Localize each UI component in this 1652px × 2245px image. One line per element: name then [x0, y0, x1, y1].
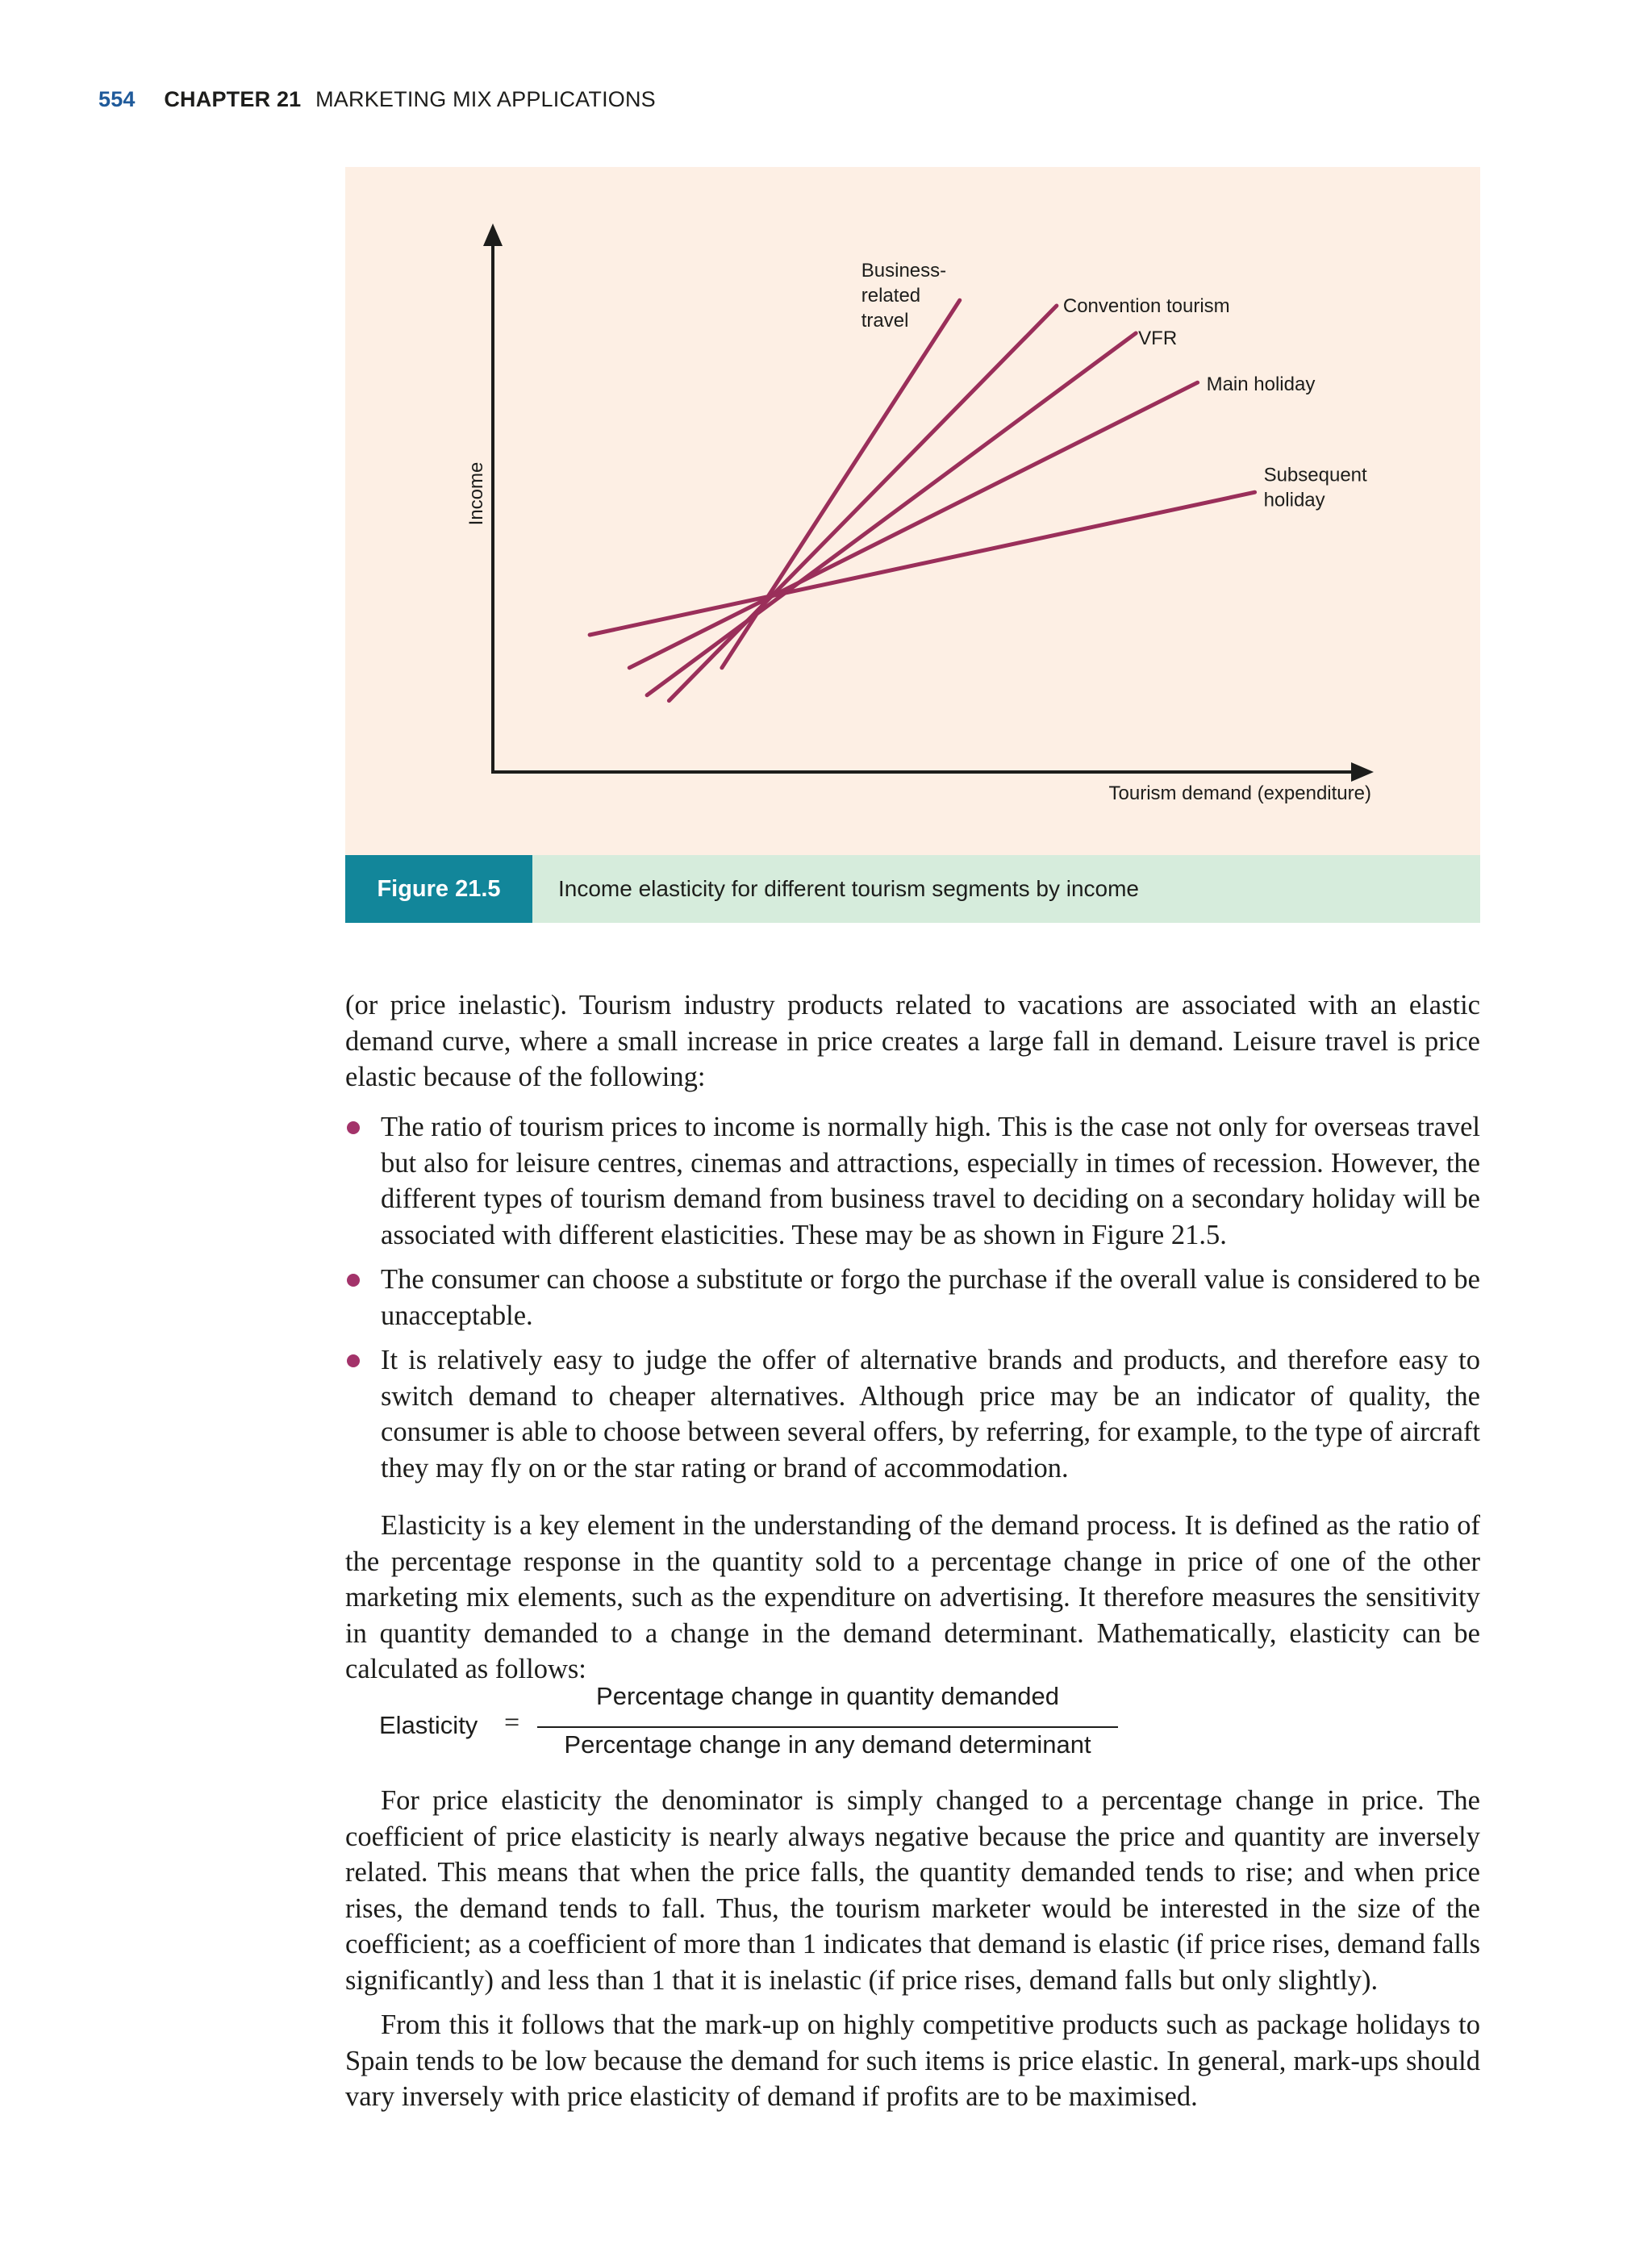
bullet-item [345, 1109, 1480, 1253]
series-label-business-related-travel: Business-related travel [861, 260, 947, 332]
bullet-list [345, 1109, 1480, 1495]
paragraph-4: From this it follows that the mark-up on highly competitive products such as package holidays to Spain tends to be low because the demand for such items is price elastic. In general, mark-ups should vary inversely with price elasticity of demand if profits are to be maximised. [345, 2009, 1480, 2112]
bullet-dot [347, 1354, 360, 1367]
series-label-vfr: VFR [1138, 328, 1178, 349]
formula-denominator: Percentage change in any demand determinant [564, 1730, 1091, 1759]
formula-numerator: Percentage change in quantity demanded [596, 1682, 1059, 1710]
paragraph-3: For price elasticity the denominator is simply changed to a percentage change in price. The coefficient of price elasticity is nearly always negative because the price and quantity are inversely related. This means that when the price falls, the quantity demanded tends to rise; and when price rises, the demand tends to fall. Thus, the tourism marketer would be interested in the size of the coefficient; as a coefficient of more than 1 indicates that demand is elastic (if price rises, demand falls significantly) and less than 1 that it is inelastic (if price rises, demand falls but only slightly). [345, 1785, 1480, 1996]
page-number: 554 [98, 87, 136, 111]
bullet-text: The ratio of tourism prices to income is normally high. This is the case not only for overseas travel but also for leisure centres, cinemas and attractions, especially in times of recession. However, the different types of tourism demand from business travel to deciding on a secondary holiday will be associated with different elasticities. These may be as shown in Figure 21.5. [381, 1112, 1480, 1250]
fraction-bar [537, 1726, 1118, 1728]
chapter-title: MARKETING MIX APPLICATIONS [315, 87, 656, 111]
series-line-vfr [647, 333, 1136, 695]
y-axis-label: Income [465, 461, 487, 526]
bullet-dot [347, 1121, 360, 1134]
bullet-item [345, 1262, 1480, 1333]
series-line-subsequent-holiday [590, 492, 1254, 635]
figure-panel [345, 167, 1480, 855]
series-line-main-holiday [629, 382, 1197, 668]
series-label-convention-tourism: Convention tourism [1062, 295, 1230, 317]
elasticity-chart [345, 167, 1480, 855]
figure-caption: Income elasticity for different tourism segments by income [558, 876, 1140, 901]
chapter-number: CHAPTER 21 [164, 87, 302, 111]
series-label-subsequent-holiday: Subsequent holiday [1263, 464, 1367, 511]
bullet-text: It is relatively easy to judge the offer of alternative brands and products, and therefore easy to switch demand to cheaper alternatives. Although price may be an indicator of quality, the consumer is able to choose between several offers, by referring, for example, to the type of aircraft they may fly on or the star rating or brand of accommodation. [381, 1345, 1480, 1483]
bullet-item [345, 1342, 1480, 1486]
paragraph-2: Elasticity is a key element in the understanding of the demand process. It is defined as the ratio of the percentage response in the quantity sold to a percentage change in price of one of the other marketing mix elements, such as the expenditure on advertising. It therefore measures the sensitivity in quantity demanded to a change in the demand determinant. Mathematically, elasticity can be calculated as follows: [345, 1510, 1480, 1684]
x-axis-arrowhead [1351, 762, 1374, 782]
x-axis-label: Tourism demand (expenditure) [1108, 782, 1371, 804]
bullet-dot [347, 1274, 360, 1287]
figure-caption-bar [345, 855, 1480, 923]
series-label-main-holiday: Main holiday [1206, 373, 1316, 396]
running-head [98, 87, 656, 112]
formula-equals: = [504, 1708, 520, 1738]
formula-lhs: Elasticity [379, 1711, 478, 1739]
series-line-convention-tourism [669, 306, 1056, 701]
figure-label: Figure 21.5 [345, 855, 532, 923]
y-axis-arrowhead [483, 223, 503, 246]
bullet-text: The consumer can choose a substitute or forgo the purchase if the overall value is considered to be unacceptable. [381, 1264, 1480, 1331]
paragraph-1: (or price inelastic). Tourism industry products related to vacations are associated with an elastic demand curve, where a small increase in price creates a large fall in demand. Leisure travel is price elastic because of the following: [345, 990, 1480, 1092]
elasticity-formula [379, 1682, 1153, 1767]
